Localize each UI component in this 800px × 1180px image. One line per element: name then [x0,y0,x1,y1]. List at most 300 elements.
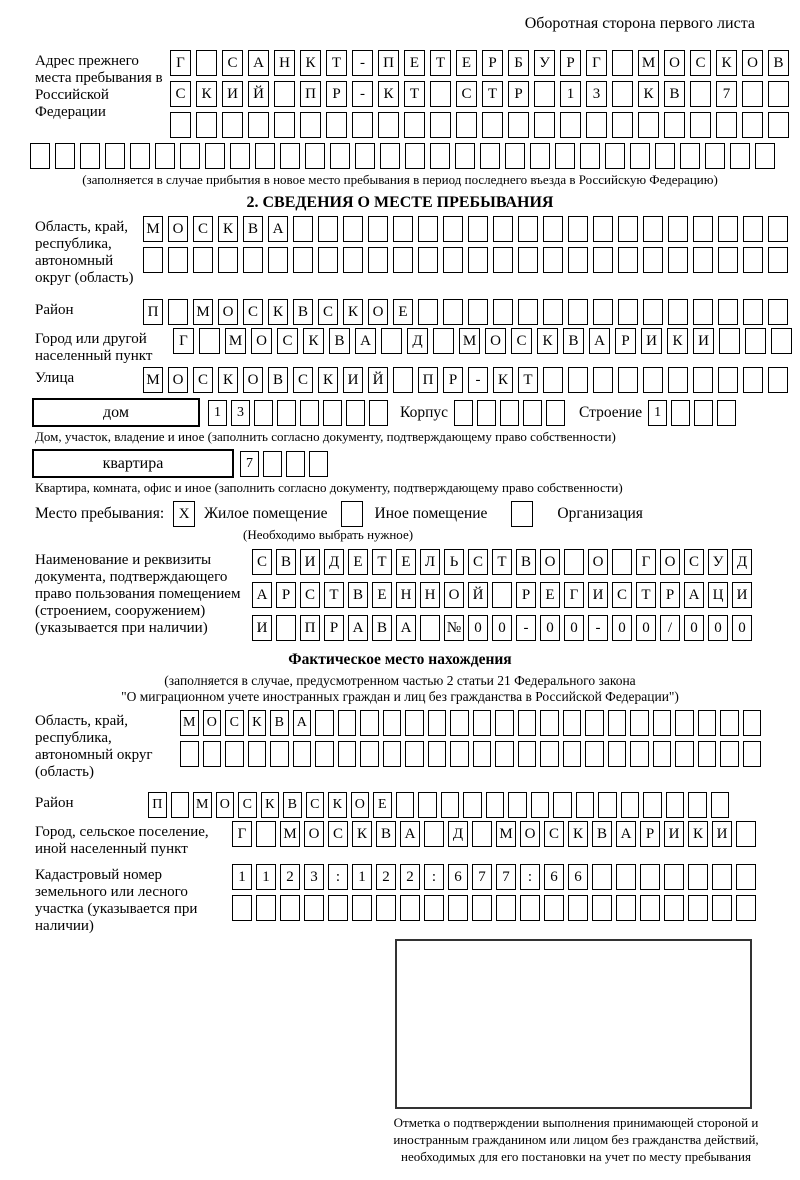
char-cell [280,895,300,921]
char-cell [688,895,708,921]
char-cell: Ь [444,549,464,575]
kvartira-row [32,449,800,478]
char-cell: А [268,216,288,242]
char-cell: О [304,821,324,847]
char-cell [718,216,738,242]
char-cell [518,741,537,767]
char-cell: С [193,216,213,242]
prev-address-row-4 [30,143,800,169]
char-cell: Д [448,821,468,847]
char-cell: В [276,549,296,575]
ulitsa-row [143,367,788,393]
fact-oblast-label: Область, край, республика, автономный округ (область) [35,713,153,780]
char-cell [768,247,788,273]
char-cell: О [540,549,560,575]
char-cell: 1 [256,864,276,890]
char-cell [593,299,613,325]
char-cell [196,50,217,76]
char-cell: И [300,549,320,575]
char-cell [540,710,559,736]
section2-title: 2. СВЕДЕНИЯ О МЕСТЕ ПРЕБЫВАНИЯ [246,194,554,211]
char-cell: Т [324,582,344,608]
char-cell: К [318,367,338,393]
char-cell [568,299,588,325]
char-cell [383,741,402,767]
char-cell: С [225,710,244,736]
char-cell [608,710,627,736]
ulitsa-label: Улица [35,370,75,386]
char-cell: К [568,821,588,847]
char-cell [508,112,529,138]
char-cell [480,143,500,169]
kvartira-box-label: квартира [32,449,234,478]
char-cell [675,741,694,767]
char-cell [396,792,415,818]
char-cell [743,247,763,273]
char-cell: 7 [472,864,492,890]
char-cell [309,451,328,477]
char-cell [555,143,575,169]
char-cell [330,143,350,169]
char-cell [643,247,663,273]
doc-row-1 [252,549,752,575]
char-cell: О [168,216,188,242]
section3-note-2: "О миграционном учете иностранных граждан и лиц без гражданства в Российской Федерации") [121,689,679,704]
char-cell: К [378,81,399,107]
prev-address-note: (заполняется в случае прибытия в новое место пребывания в период последнего въезда в Российскую Федерацию) [82,172,718,187]
char-cell [55,143,75,169]
char-cell [360,741,379,767]
char-cell [277,400,296,426]
char-cell: Г [636,549,656,575]
char-cell: В [592,821,612,847]
char-cell [598,792,617,818]
char-cell [671,400,690,426]
char-cell [482,112,503,138]
char-cell: А [252,582,272,608]
char-cell: - [352,50,373,76]
char-cell: П [300,81,321,107]
char-cell: В [270,710,289,736]
char-cell: О [660,549,680,575]
char-cell [338,710,357,736]
char-cell: П [378,50,399,76]
char-cell: П [148,792,167,818]
char-cell: А [684,582,704,608]
char-cell [585,741,604,767]
char-cell: 0 [564,615,584,641]
char-cell [360,710,379,736]
char-cell: К [300,50,321,76]
char-cell [274,81,295,107]
char-cell [668,247,688,273]
char-cell [400,895,420,921]
char-cell [343,247,363,273]
char-cell: М [459,328,480,354]
char-cell [443,247,463,273]
char-cell [30,143,50,169]
char-cell [286,451,305,477]
mesto-row [35,501,800,527]
char-cell: К [493,367,513,393]
char-cell: П [300,615,320,641]
char-cell [608,741,627,767]
char-cell [274,112,295,138]
char-cell [171,792,190,818]
char-cell: А [400,821,420,847]
char-cell: Г [232,821,252,847]
char-cell [568,216,588,242]
char-cell: А [248,50,269,76]
char-cell: Р [508,81,529,107]
char-cell [736,895,756,921]
char-cell [612,549,632,575]
kadastr-row-2 [232,895,756,921]
char-cell: М [496,821,516,847]
char-cell: - [352,81,373,107]
prev-address-group [35,50,800,138]
char-cell [477,400,496,426]
char-cell: Т [430,50,451,76]
prev-address-rows [170,50,789,138]
char-cell [543,216,563,242]
char-cell [381,328,402,354]
char-cell: 2 [280,864,300,890]
char-cell [254,400,273,426]
char-cell [616,864,636,890]
mesto-label: Место пребывания: [35,505,165,522]
char-cell: К [667,328,688,354]
char-cell [618,247,638,273]
char-cell: О [168,367,188,393]
char-cell [593,247,613,273]
char-cell: С [690,50,711,76]
char-cell: : [520,864,540,890]
char-cell: Г [586,50,607,76]
oblast-group [35,216,800,287]
char-cell: 6 [568,864,588,890]
char-cell [768,216,788,242]
char-cell [455,143,475,169]
char-cell: О [243,367,263,393]
char-cell [719,328,740,354]
char-cell [693,247,713,273]
fact-oblast-group [35,710,800,781]
char-cell [580,143,600,169]
char-cell: Т [518,367,538,393]
dom-cells [208,400,388,426]
char-cell: И [664,821,684,847]
char-cell: : [328,864,348,890]
char-cell: О [588,549,608,575]
char-cell [338,741,357,767]
char-cell: А [396,615,416,641]
char-cell: У [708,549,728,575]
char-cell [546,400,565,426]
dom-note: Дом, участок, владение и иное (заполнить согласно документу, подтверждающему право собственности) [35,429,616,444]
confirmation-stamp-box [395,939,752,1109]
char-cell: В [664,81,685,107]
char-cell [743,216,763,242]
char-cell [180,143,200,169]
char-cell [256,895,276,921]
char-cell [530,143,550,169]
char-cell [428,741,447,767]
char-cell: Р [660,582,680,608]
char-cell: Ц [708,582,728,608]
char-cell: О [485,328,506,354]
char-cell [433,328,454,354]
char-cell: Н [274,50,295,76]
char-cell: - [516,615,536,641]
fact-gorod-label: Город, сельское поселение, иной населенный пункт [35,824,209,857]
char-cell: / [660,615,680,641]
char-cell [430,143,450,169]
char-cell: О [742,50,763,76]
oblast-row-1 [143,216,788,242]
char-cell: 0 [636,615,656,641]
char-cell [543,299,563,325]
char-cell: 0 [708,615,728,641]
char-cell: К [218,216,238,242]
char-cell [232,895,252,921]
char-cell [280,143,300,169]
char-cell [418,247,438,273]
mesto-option-zhiloe-checkbox: X [173,501,195,527]
char-cell [638,112,659,138]
char-cell: Й [368,367,388,393]
char-cell [668,299,688,325]
char-cell: Д [732,549,752,575]
char-cell [448,895,468,921]
char-cell [664,864,684,890]
char-cell [196,112,217,138]
char-cell: Т [372,549,392,575]
confirmation-stamp-note: Отметка о подтверждении выполнения принимающей стороной и иностранным гражданином или лицом без гражданства действий, необходимых для его постановки на учет по месту пребывания [393,1115,759,1164]
char-cell [305,143,325,169]
char-cell [468,216,488,242]
stroenie-label: Строение [579,403,643,421]
char-cell [505,143,525,169]
char-cell: И [588,582,608,608]
doc-row-2 [252,582,752,608]
char-cell: О [444,582,464,608]
char-cell: М [143,216,163,242]
char-cell: 2 [376,864,396,890]
char-cell: Т [636,582,656,608]
char-cell [768,81,789,107]
char-cell: Т [492,549,512,575]
char-cell [248,112,269,138]
char-cell: И [343,367,363,393]
char-cell: С [612,582,632,608]
char-cell [643,367,663,393]
char-cell: 3 [231,400,250,426]
char-cell [593,367,613,393]
char-cell: № [444,615,464,641]
char-cell [621,792,640,818]
char-cell [293,741,312,767]
char-cell: 2 [400,864,420,890]
char-cell: К [196,81,217,107]
prev-address-row-2 [170,81,789,107]
oblast-label: Область, край, республика, автономный округ (область) [35,219,134,286]
char-cell: С [243,299,263,325]
char-cell: Д [407,328,428,354]
char-cell [496,895,516,921]
char-cell [693,367,713,393]
char-cell: 1 [232,864,252,890]
char-cell [771,328,792,354]
char-cell [304,895,324,921]
char-cell: С [318,299,338,325]
char-cell [643,792,662,818]
char-cell: В [268,367,288,393]
char-cell [383,710,402,736]
char-cell: 0 [540,615,560,641]
char-cell [563,741,582,767]
char-cell [585,710,604,736]
kadastr-label: Кадастровый номер земельного или лесного участка (указывается при наличии) [35,867,198,934]
char-cell [203,741,222,767]
char-cell [495,710,514,736]
char-cell [544,895,564,921]
char-cell [534,81,555,107]
section3-title: Фактическое место нахождения [288,651,512,668]
char-cell: Й [468,582,488,608]
char-cell [718,247,738,273]
char-cell [380,143,400,169]
char-cell [378,112,399,138]
char-cell [450,710,469,736]
char-cell: М [180,710,199,736]
char-cell [643,216,663,242]
char-cell [222,112,243,138]
char-cell [315,710,334,736]
char-cell: Г [173,328,194,354]
char-cell [255,143,275,169]
char-cell [493,299,513,325]
char-cell [531,792,550,818]
char-cell: В [283,792,302,818]
char-cell: Р [640,821,660,847]
char-cell [543,367,563,393]
char-cell: 6 [544,864,564,890]
char-cell: К [537,328,558,354]
ulitsa-group [35,367,800,393]
char-cell: Г [170,50,191,76]
char-cell [300,112,321,138]
prev-address-label: Адрес прежнего места пребывания в Российской Федерации [35,53,163,120]
char-cell [225,741,244,767]
char-cell: С [293,367,313,393]
char-cell: Р [443,367,463,393]
char-cell: 7 [716,81,737,107]
char-cell [263,451,282,477]
char-cell [688,864,708,890]
char-cell [568,895,588,921]
dom-row [32,398,800,427]
char-cell [323,400,342,426]
char-cell [563,710,582,736]
char-cell [230,143,250,169]
char-cell: 1 [352,864,372,890]
char-cell: М [193,299,213,325]
page-side-note: Оборотная сторона первого листа [524,15,755,32]
rayon-group [35,299,800,325]
char-cell: - [588,615,608,641]
char-cell [218,247,238,273]
char-cell [199,328,220,354]
kvartira-note: Квартира, комната, офис и иное (заполнить согласно документу, подтверждающему право собственности) [35,480,623,495]
char-cell [693,299,713,325]
char-cell [486,792,505,818]
char-cell: Е [373,792,392,818]
char-cell [518,710,537,736]
rayon-label: Район [35,302,74,318]
char-cell [468,247,488,273]
char-cell: 7 [240,451,259,477]
char-cell [500,400,519,426]
char-cell: О [216,792,235,818]
char-cell [612,50,633,76]
char-cell [666,792,685,818]
char-cell: О [664,50,685,76]
char-cell [418,216,438,242]
doc-group [35,549,800,641]
char-cell [473,710,492,736]
prev-address-row-3 [170,112,789,138]
char-cell: Н [420,582,440,608]
char-cell [293,216,313,242]
char-cell [668,216,688,242]
char-cell [456,112,477,138]
mesto-option-org-label: Организация [557,505,643,522]
char-cell: О [251,328,272,354]
char-cell [518,216,538,242]
char-cell: Е [372,582,392,608]
char-cell [443,299,463,325]
char-cell [352,895,372,921]
char-cell [328,895,348,921]
char-cell [368,216,388,242]
char-cell [768,299,788,325]
char-cell [743,710,762,736]
char-cell [318,216,338,242]
char-cell [443,216,463,242]
char-cell: К [328,792,347,818]
char-cell [640,895,660,921]
char-cell [430,112,451,138]
char-cell: 0 [468,615,488,641]
mesto-option-inoe-checkbox [341,501,363,527]
char-cell: А [293,710,312,736]
char-cell [630,710,649,736]
char-cell: Р [276,582,296,608]
char-cell [690,81,711,107]
char-cell: А [355,328,376,354]
char-cell: К [261,792,280,818]
gorod-group [35,328,800,365]
char-cell: В [563,328,584,354]
char-cell [404,112,425,138]
char-cell [618,367,638,393]
char-cell [518,247,538,273]
char-cell [568,247,588,273]
dom-box-label: дом [32,398,200,427]
char-cell [560,112,581,138]
char-cell [736,821,756,847]
